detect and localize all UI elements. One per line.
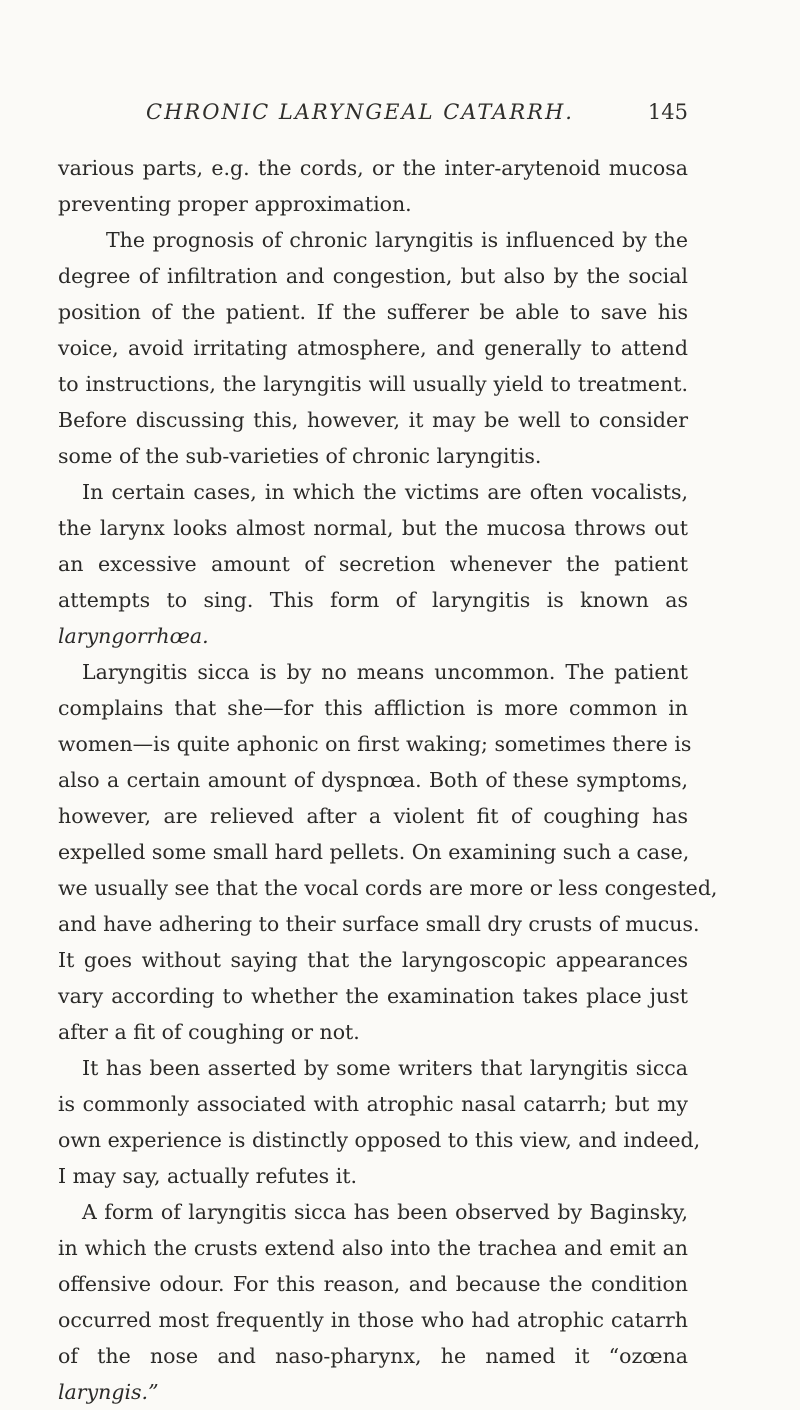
text-line: women—is quite aphonic on first waking; sometimes there is <box>58 732 692 756</box>
text-line: is commonly associated with atrophic nasal catarrh; but my <box>58 1092 688 1116</box>
text-line: voice, avoid irritating atmosphere, and generally to attend <box>58 336 688 360</box>
text-line: In certain cases, in which the victims are often vocalists, <box>82 480 688 504</box>
text-line: It goes without saying that the laryngoscopic appearances <box>58 948 688 972</box>
text-line: of the nose and naso-pharynx, he named it “ozœna <box>58 1344 688 1368</box>
text-line: Before discussing this, however, it may be well to consider <box>58 408 688 432</box>
text-line: laryngis.” <box>58 1380 159 1404</box>
text-line: It has been asserted by some writers that laryngitis sicca <box>82 1056 688 1080</box>
text-line: however, are relieved after a violent fit of coughing has <box>58 804 688 828</box>
text-line: A form of laryngitis sicca has been observed by Baginsky, <box>82 1200 688 1224</box>
text-line: we usually see that the vocal cords are more or less congested, <box>58 876 718 900</box>
text-line: Laryngitis sicca is by no means uncommon. The patient <box>82 660 688 684</box>
text-line: occurred most frequently in those who had atrophic catarrh <box>58 1308 688 1332</box>
text-line: vary according to whether the examination takes place just <box>58 984 688 1008</box>
page-number: 145 <box>647 100 688 124</box>
text-line: after a fit of coughing or not. <box>58 1020 360 1044</box>
text-line: I may say, actually refutes it. <box>58 1164 358 1188</box>
running-title: CHRONIC LARYNGEAL CATARRH. <box>146 100 574 124</box>
text-line: expelled some small hard pellets. On examining such a case, <box>58 840 690 864</box>
body-text <box>58 150 718 1410</box>
running-head <box>146 100 688 130</box>
text-line: degree of infiltration and congestion, but also by the social <box>58 264 688 288</box>
text-line: an excessive amount of secretion whenever the patient <box>58 552 688 576</box>
text-line: some of the sub-varieties of chronic laryngitis. <box>58 444 542 468</box>
text-line: attempts to sing. This form of laryngitis is known as <box>58 588 688 612</box>
text-line: and have adhering to their surface small dry crusts of mucus. <box>58 912 700 936</box>
text-line: the larynx looks almost normal, but the mucosa throws out <box>58 516 688 540</box>
text-line: own experience is distinctly opposed to this view, and indeed, <box>58 1128 701 1152</box>
text-line: various parts, e.g. the cords, or the inter-arytenoid mucosa <box>58 156 688 180</box>
text-line: The prognosis of chronic laryngitis is influenced by the <box>106 228 688 252</box>
text-line: complains that she—for this affliction is more common in <box>58 696 688 720</box>
text-line: preventing proper approximation. <box>58 192 412 216</box>
text-line: offensive odour. For this reason, and because the condition <box>58 1272 688 1296</box>
text-line: in which the crusts extend also into the trachea and emit an <box>58 1236 688 1260</box>
text-line: to instructions, the laryngitis will usually yield to treatment. <box>58 372 688 396</box>
text-line: also a certain amount of dyspnœa. Both of these symptoms, <box>58 768 688 792</box>
text-line: position of the patient. If the sufferer be able to save his <box>58 300 688 324</box>
text-line: laryngorrhœa. <box>58 624 209 648</box>
